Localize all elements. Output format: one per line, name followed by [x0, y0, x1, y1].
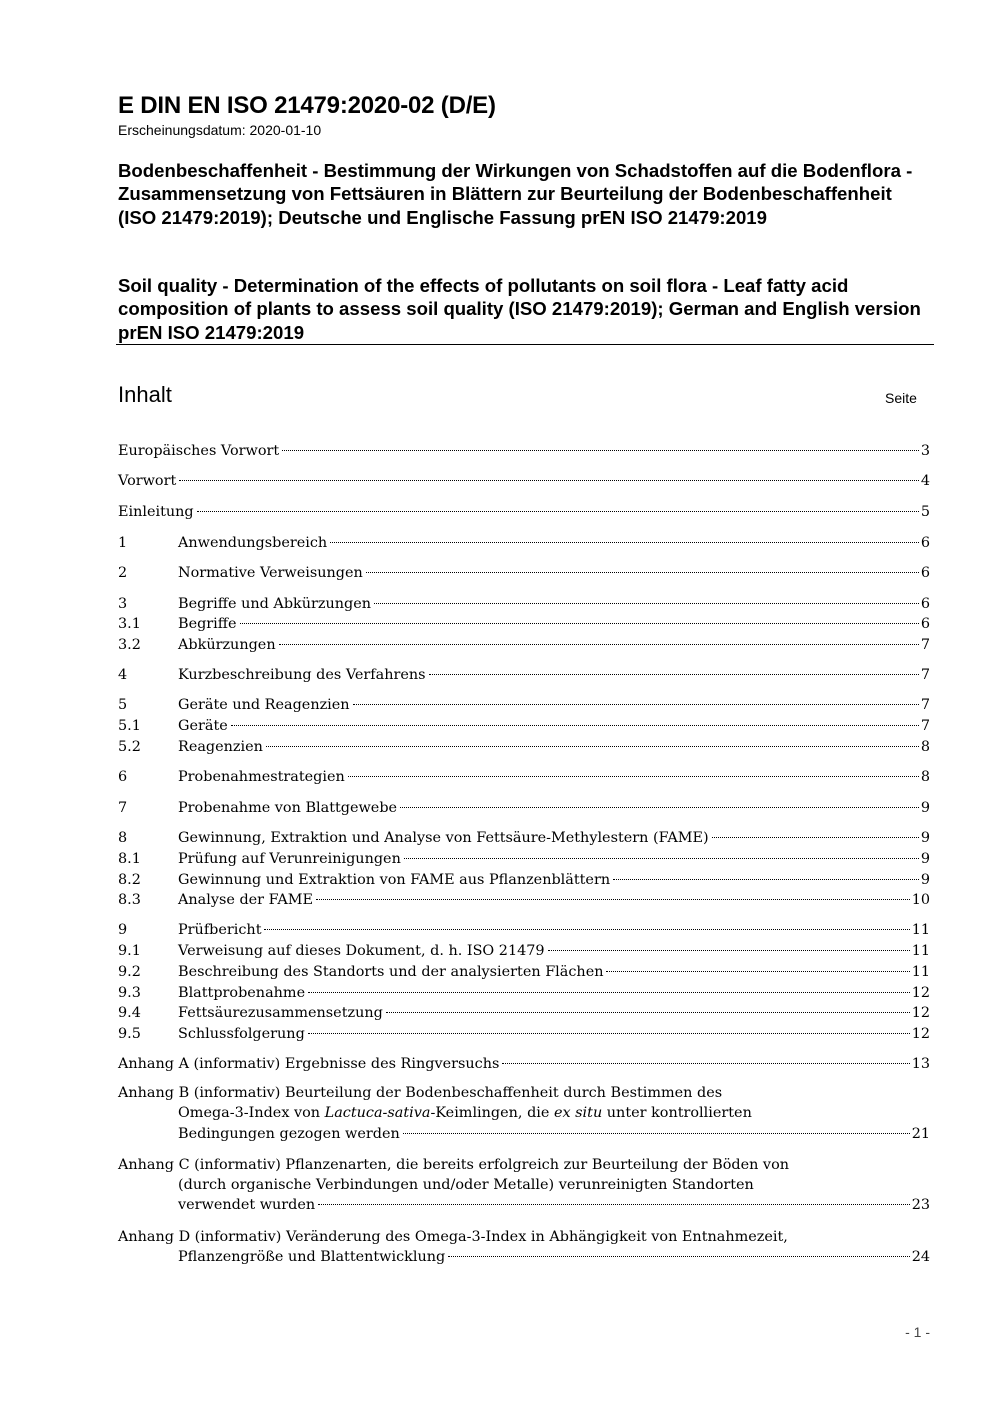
- toc-entry-number: 5.1: [118, 718, 141, 734]
- toc-entry-page: 12: [911, 985, 930, 1001]
- toc-entry-label: Anwendungsbereich: [178, 535, 328, 551]
- toc-entry-page: 6: [920, 596, 930, 612]
- toc-leader-dots: [308, 992, 910, 993]
- toc-entry-page: 3: [920, 443, 930, 459]
- toc-leader-dots: [231, 725, 919, 726]
- toc-entry-page: 12: [911, 1005, 930, 1021]
- toc-entry[interactable]: [118, 941, 930, 961]
- toc-entry-number: 9.3: [118, 985, 141, 1001]
- toc-entry-page: 11: [911, 943, 930, 959]
- toc-entry-label: Begriffe: [178, 616, 237, 632]
- toc-annex-b-line3[interactable]: [178, 1124, 930, 1144]
- toc-entry-page: 4: [920, 473, 930, 489]
- toc-leader-dots: [179, 480, 919, 481]
- toc-entry-number: 5: [118, 697, 128, 713]
- toc-entry-page: 13: [911, 1056, 930, 1072]
- toc-entry[interactable]: [118, 1003, 930, 1023]
- toc-entry-label: Blattprobenahme: [178, 985, 306, 1001]
- toc-entry-label: Begriffe und Abkürzungen: [178, 596, 372, 612]
- toc-leader-dots: [348, 776, 919, 777]
- toc-entry[interactable]: [118, 594, 930, 614]
- toc-leader-dots: [266, 746, 919, 747]
- toc-entry-label: Vorwort: [118, 473, 177, 489]
- toc-entry[interactable]: [118, 983, 930, 1003]
- document-title: E DIN EN ISO 21479:2020-02 (D/E): [118, 92, 496, 119]
- toc-entry[interactable]: [118, 920, 930, 940]
- publication-date: Erscheinungsdatum: 2020-01-10: [118, 122, 322, 138]
- toc-leader-dots: [240, 623, 919, 624]
- toc-entry-page: 6: [920, 565, 930, 581]
- toc-entry-number: 9.2: [118, 964, 141, 980]
- toc-entry-label: Europäisches Vorwort: [118, 443, 280, 459]
- toc-leader-dots: [403, 1133, 910, 1134]
- toc-entry-label: Gewinnung und Extraktion von FAME aus Pflanzenblättern: [178, 872, 611, 888]
- toc-leader-dots: [353, 704, 919, 705]
- toc-entry-label: Schlussfolgerung: [178, 1026, 305, 1042]
- toc-entry-label: Anhang A (informativ) Ergebnisse des Ringversuchs: [118, 1056, 500, 1072]
- toc-entry-label: Normative Verweisungen: [178, 565, 363, 581]
- toc-leader-dots: [279, 644, 919, 645]
- annex-b-text-a: Omega-3-Index von: [178, 1105, 325, 1121]
- toc-entry[interactable]: [118, 471, 930, 491]
- toc-entry-label: Probenahme von Blattgewebe: [178, 800, 398, 816]
- toc-leader-dots: [613, 879, 919, 880]
- toc-leader-dots: [548, 950, 910, 951]
- toc-entry-page: 7: [920, 697, 930, 713]
- annex-d-title-end: Pflanzengröße und Blattentwicklung: [178, 1249, 446, 1265]
- toc-annex-d-line2[interactable]: [178, 1247, 930, 1267]
- toc-annex-b-line2[interactable]: [178, 1103, 752, 1123]
- toc-entry-number: 5.2: [118, 739, 141, 755]
- toc-annex-c-line2[interactable]: (durch organische Verbindungen und/oder Metalle) verunreinigten Standorten: [178, 1177, 754, 1193]
- toc-entry-page: 7: [920, 718, 930, 734]
- annex-b-text-exsitu: ex situ: [553, 1105, 603, 1121]
- toc-entry[interactable]: [118, 767, 930, 787]
- toc-entry-page: 7: [920, 637, 930, 653]
- toc-leader-dots: [400, 807, 919, 808]
- toc-entry[interactable]: [118, 441, 930, 461]
- toc-entry[interactable]: [118, 828, 930, 848]
- title-divider: [116, 344, 934, 345]
- toc-annex-c-line1[interactable]: Anhang C (informativ) Pflanzenarten, die bereits erfolgreich zur Beurteilung der Böden von: [118, 1157, 789, 1173]
- toc-entry-label: Analyse der FAME: [178, 892, 313, 908]
- toc-entry-label: Kurzbeschreibung des Verfahrens: [178, 667, 426, 683]
- toc-entry-number: 8: [118, 830, 128, 846]
- toc-entry-label: Gewinnung, Extraktion und Analyse von Fettsäure-Methylestern (FAME): [178, 830, 709, 846]
- toc-entry-label: Einleitung: [118, 504, 194, 520]
- toc-entry-page: 6: [920, 535, 930, 551]
- annex-d-page: 24: [911, 1249, 930, 1265]
- page-number-footer: - 1 -: [905, 1324, 930, 1340]
- toc-entry[interactable]: [118, 890, 930, 910]
- toc-entry-label: Probenahmestrategien: [178, 769, 345, 785]
- annex-b-text-c: -Keimlingen, die: [430, 1105, 554, 1121]
- annex-b-title-end: Bedingungen gezogen werden: [178, 1126, 400, 1142]
- toc-entry-label: Fettsäurezusammensetzung: [178, 1005, 383, 1021]
- toc-entry-number: 8.2: [118, 872, 141, 888]
- toc-entry-number: 9.4: [118, 1005, 141, 1021]
- toc-entry[interactable]: [118, 716, 930, 736]
- toc-entry-label: Prüfbericht: [178, 922, 262, 938]
- toc-entry-label: Abkürzungen: [178, 637, 276, 653]
- toc-entry-page: 6: [920, 616, 930, 632]
- toc-entry[interactable]: [118, 1054, 930, 1074]
- toc-entry-number: 6: [118, 769, 128, 785]
- toc-leader-dots: [502, 1063, 909, 1064]
- toc-entry[interactable]: [118, 502, 930, 522]
- toc-entry-label: Geräte und Reagenzien: [178, 697, 350, 713]
- toc-entry-page: 9: [920, 872, 930, 888]
- toc-entry-page: 11: [911, 922, 930, 938]
- toc-entry-number: 3.2: [118, 637, 141, 653]
- toc-entry-label: Beschreibung des Standorts und der analysierten Flächen: [178, 964, 604, 980]
- toc-entry-page: 8: [920, 739, 930, 755]
- toc-entry[interactable]: [118, 635, 930, 655]
- toc-leader-dots: [330, 542, 919, 543]
- toc-entry[interactable]: [118, 614, 930, 634]
- toc-entry-page: 10: [911, 892, 930, 908]
- toc-entry-number: 8.3: [118, 892, 141, 908]
- toc-entry-label: Geräte: [178, 718, 228, 734]
- toc-entry-number: 1: [118, 535, 128, 551]
- toc-leader-dots: [606, 971, 909, 972]
- toc-entry-page: 9: [920, 830, 930, 846]
- toc-entry-page: 9: [920, 851, 930, 867]
- toc-entry-label: Verweisung auf dieses Dokument, d. h. ISO 21479: [178, 943, 545, 959]
- toc-leader-dots: [374, 603, 919, 604]
- toc-entry-page: 5: [920, 504, 930, 520]
- toc-leader-dots: [386, 1012, 910, 1013]
- toc-leader-dots: [318, 1204, 910, 1205]
- annex-b-text-e: unter kontrollierten: [602, 1105, 752, 1121]
- toc-entry[interactable]: [118, 1024, 930, 1044]
- toc-entry[interactable]: [118, 737, 930, 757]
- toc-entry[interactable]: [118, 665, 930, 685]
- toc-entry-page: 11: [911, 964, 930, 980]
- annex-b-text-species: Lactuca-sativa: [324, 1105, 431, 1121]
- toc-entry-number: 9: [118, 922, 128, 938]
- toc-entry-number: 3.1: [118, 616, 141, 632]
- toc-entry[interactable]: [118, 798, 930, 818]
- toc-entry-number: 4: [118, 667, 128, 683]
- annex-b-page: 21: [911, 1126, 930, 1142]
- toc-entry[interactable]: [118, 695, 930, 715]
- toc-entry-number: 9.5: [118, 1026, 141, 1042]
- title-german: Bodenbeschaffenheit - Bestimmung der Wirkungen von Schadstoffen auf die Bodenflora - Zusammensetzung von Fettsäuren in Blättern zur Beurteilung der Bodenbeschaffenheit (ISO 21479:2019); Deutsche und Englische Fassung prEN ISO 21479:2019: [118, 160, 913, 228]
- toc-page-column-heading: Seite: [885, 390, 917, 406]
- toc-leader-dots: [282, 450, 919, 451]
- toc-entry-page: 7: [920, 667, 930, 683]
- toc-leader-dots: [197, 511, 919, 512]
- toc-leader-dots: [316, 899, 910, 900]
- toc-entry-number: 3: [118, 596, 128, 612]
- toc-leader-dots: [404, 858, 919, 859]
- toc-entry-label: Prüfung auf Verunreinigungen: [178, 851, 401, 867]
- toc-entry-page: 12: [911, 1026, 930, 1042]
- toc-entry-number: 8.1: [118, 851, 141, 867]
- toc-leader-dots: [448, 1256, 909, 1257]
- toc-entry-number: 7: [118, 800, 128, 816]
- toc-entry-number: 2: [118, 565, 128, 581]
- toc-entry-page: 9: [920, 800, 930, 816]
- toc-entry-label: Reagenzien: [178, 739, 263, 755]
- toc-entry[interactable]: [118, 563, 930, 583]
- annex-c-title-end: verwendet wurden: [178, 1197, 316, 1213]
- toc-entry[interactable]: [118, 849, 930, 869]
- title-english: Soil quality - Determination of the effects of pollutants on soil flora - Leaf fatty acid composition of plants to assess soil quality (ISO 21479:2019); German and English version prEN ISO 21479:2019: [118, 275, 921, 343]
- toc-entry[interactable]: [118, 962, 930, 982]
- toc-leader-dots: [264, 929, 909, 930]
- toc-leader-dots: [712, 837, 919, 838]
- toc-annex-b-line1[interactable]: Anhang B (informativ) Beurteilung der Bodenbeschaffenheit durch Bestimmen des: [118, 1085, 723, 1101]
- annex-c-page: 23: [911, 1197, 930, 1213]
- toc-annex-c-line3[interactable]: [178, 1195, 930, 1215]
- toc-leader-dots: [308, 1033, 910, 1034]
- toc-heading: Inhalt: [118, 382, 172, 407]
- toc-entry[interactable]: [118, 870, 930, 890]
- toc-leader-dots: [429, 674, 919, 675]
- toc-entry[interactable]: [118, 533, 930, 553]
- toc-entry-page: 8: [920, 769, 930, 785]
- toc-leader-dots: [366, 572, 919, 573]
- toc-annex-d-line1[interactable]: Anhang D (informativ) Veränderung des Omega-3-Index in Abhängigkeit von Entnahmezeit,: [118, 1229, 788, 1245]
- toc-entry-number: 9.1: [118, 943, 141, 959]
